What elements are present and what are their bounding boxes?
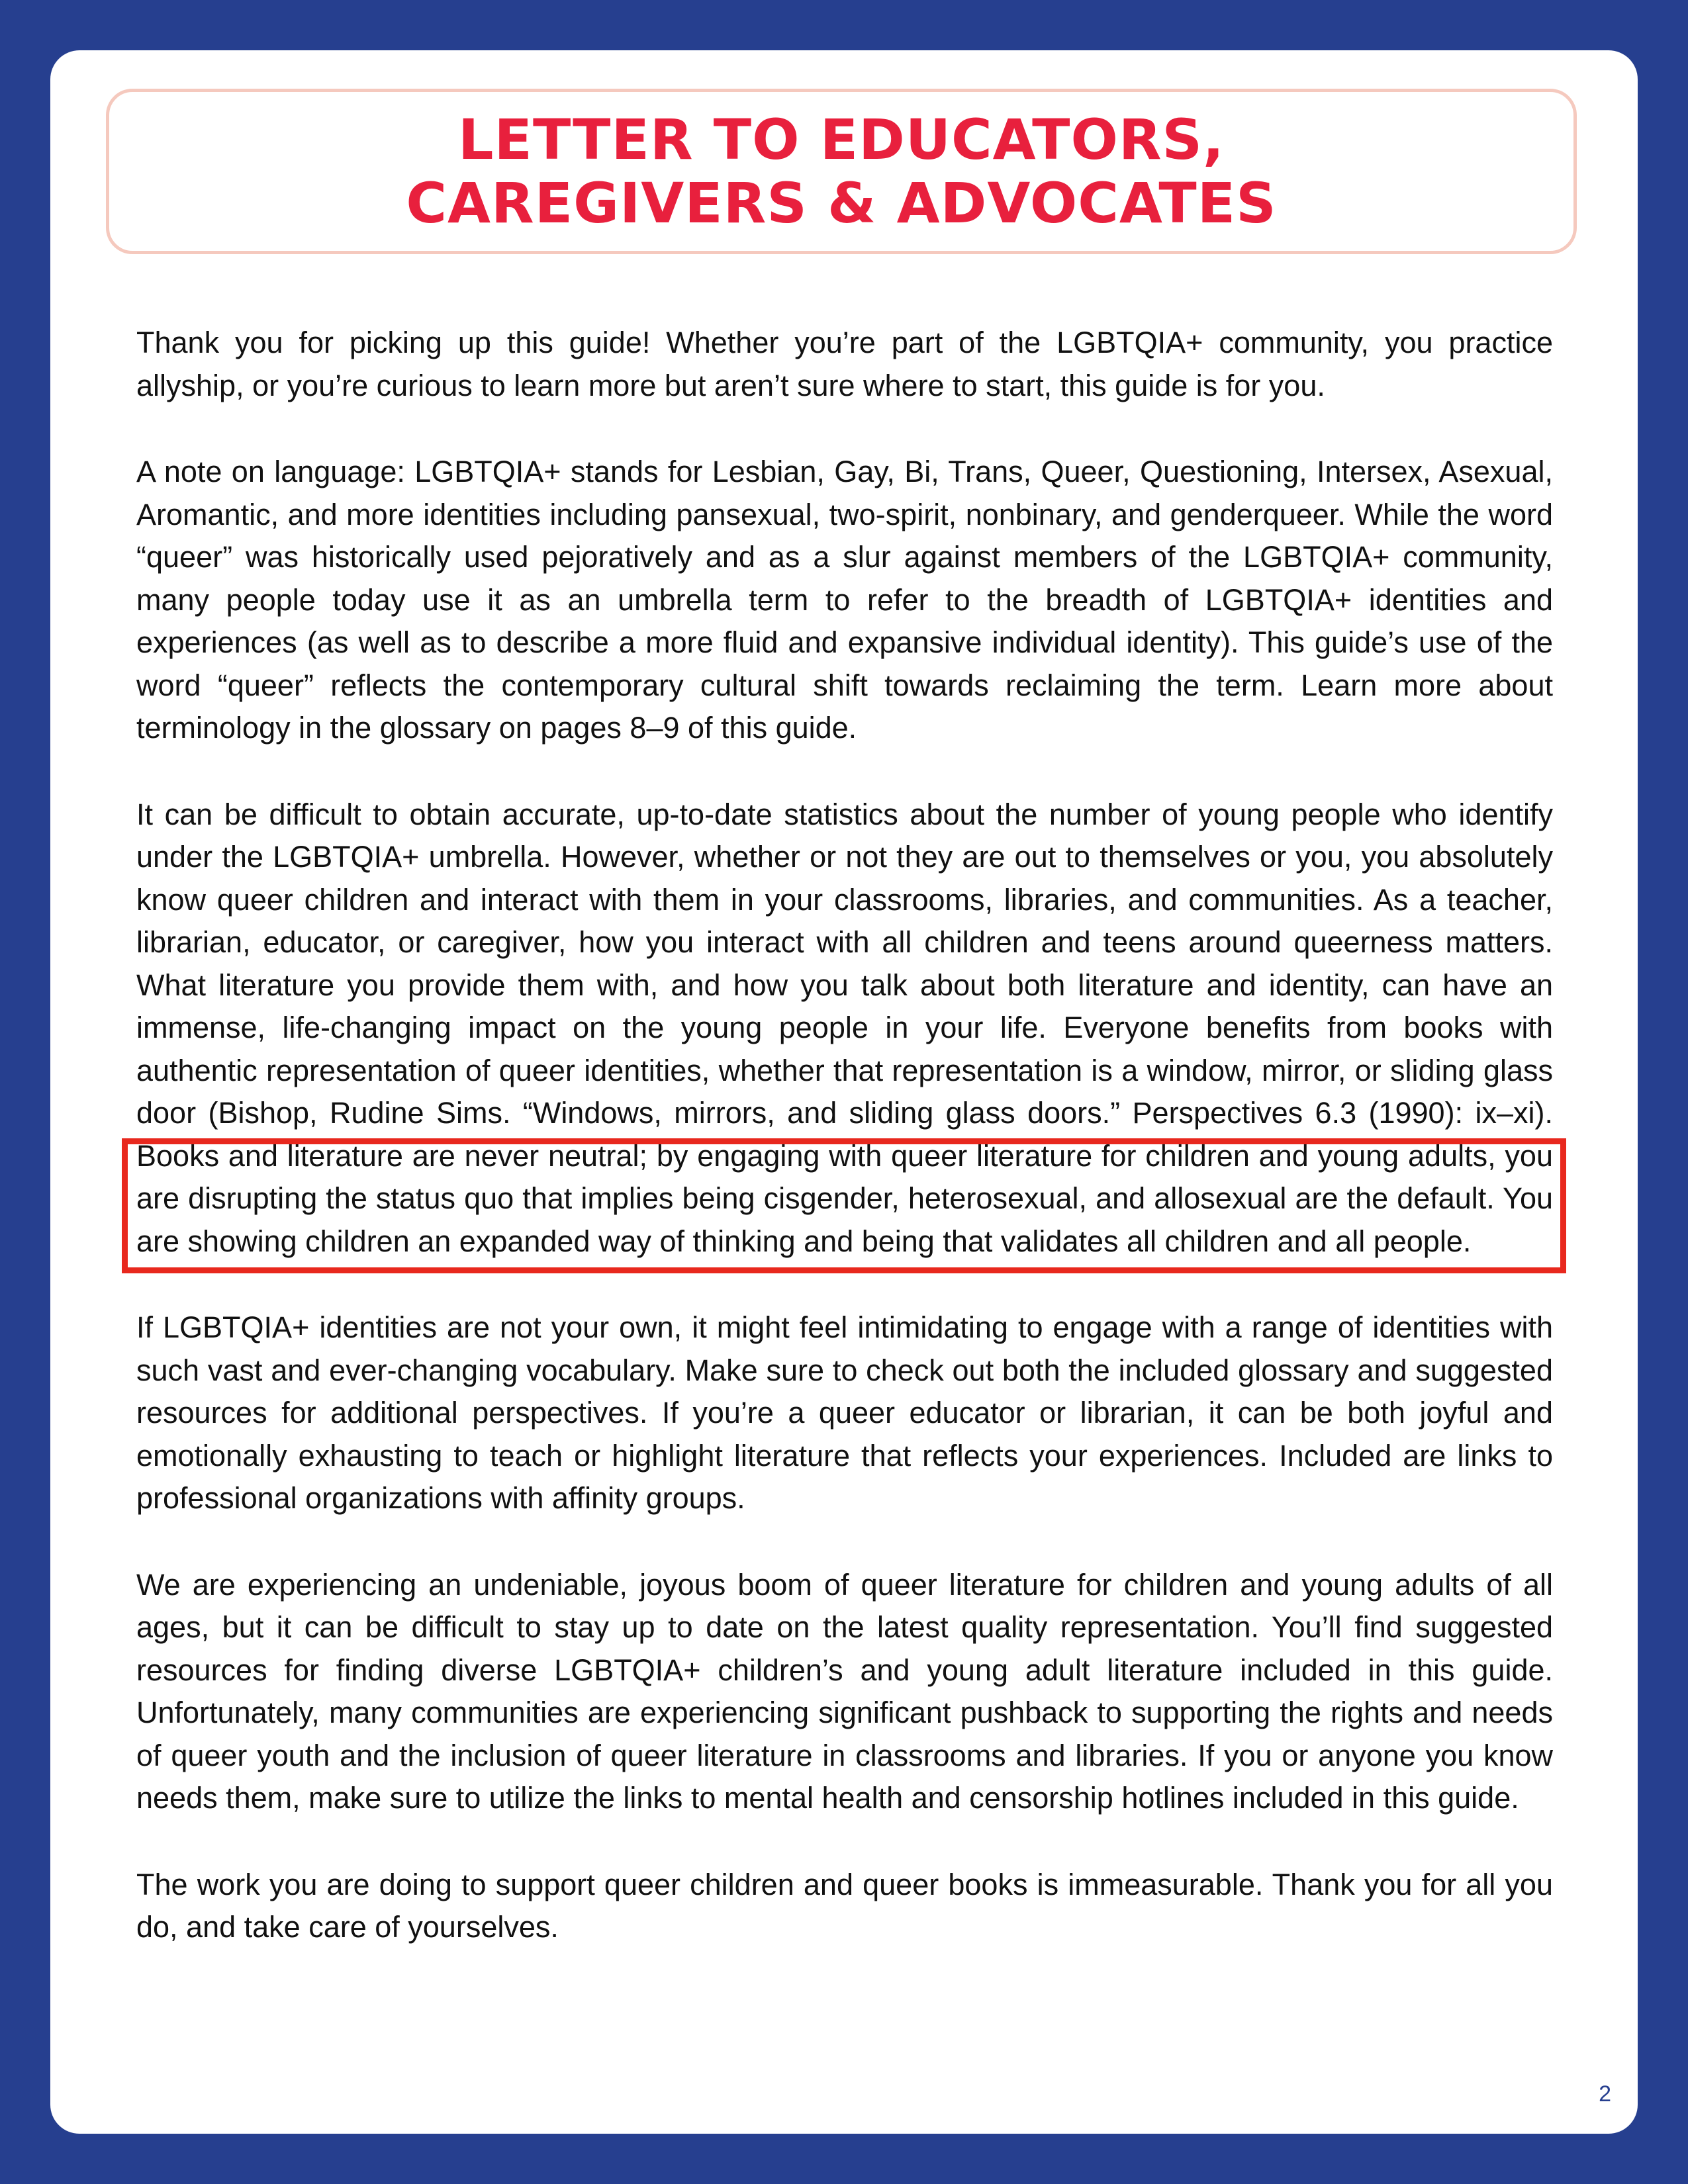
title-box bbox=[106, 89, 1577, 254]
paragraph-literature-boom: We are experiencing an undeniable, joyous boom of queer literature for children and young adults of all ages, but it can be difficult to stay up to date on the latest quality representation. You’ll find suggested resources for finding diverse LGBTQIA+ children’s and young adult literature included in this guide. Unfortunately, many communities are experiencing significant pushback to supporting the rights and needs of queer youth and the inclusion of queer literature in classrooms and libraries. If you or anyone you know needs them, make sure to utilize the links to mental health and censorship hotlines included in this guide. bbox=[136, 1567, 1553, 1815]
title-line-1: LETTER TO EDUCATORS, bbox=[458, 107, 1225, 172]
paragraph-intro: Thank you for picking up this guide! Whether you’re part of the LGBTQIA+ community, you practice allyship, or you’re curious to learn more but aren’t sure where to start, this guide is for you. bbox=[136, 326, 1553, 402]
paragraph-language-note: A note on language: LGBTQIA+ stands for Lesbian, Gay, Bi, Trans, Queer, Questioning, Intersex, Asexual, Aromantic, and more identities including pansexual, two-spirit, nonbinary, and genderqueer. While the word “queer” was historically used pejoratively and as a slur against members of the LGBTQIA+ community, many people today use it as an umbrella term to refer to the breadth of LGBTQIA+ identities and experiences (as well as to describe a more fluid and expansive individual identity). This guide’s use of the word “queer” reflects the contemporary cultural shift towards reclaiming the term. Learn more about terminology in the glossary on pages 8–9 of this guide. bbox=[136, 455, 1553, 745]
paragraph-representation: It can be difficult to obtain accurate, up-to-date statistics about the number of young people who identify under the LGBTQIA+ umbrella. However, whether or not they are out to themselves or you, you absolutely know queer children and interact with them in your classrooms, libraries, and communities. As a teacher, librarian, educator, or caregiver, how you interact with all children and teens around queerness matters. What literature you provide them with, and how you talk about both literature and identity, can have an immense, life-changing impact on the young people in your life. Everyone benefits from books with authentic representation of queer identities, whether that representation is a window, mirror, or sliding glass door (Bishop, Rudine Sims. “Windows, mirrors, and sliding glass doors.” Perspectives 6.3 (1990): ix–xi). Books and literature are never neutral; by engaging with queer literature for children and young adults, you are disrupting the status quo that implies being cisgender, heterosexual, and allosexual are the default. You are showing children an expanded way of thinking and being that validates all children and all people. bbox=[136, 797, 1553, 1258]
paragraph-identities: If LGBTQIA+ identities are not your own, it might feel intimidating to engage with a range of identities with such vast and ever-changing vocabulary. Make sure to check out both the included glossary and suggested resources for additional perspectives. If you’re a queer educator or librarian, it can be both joyful and emotionally exhausting to teach or highlight literature that reflects your experiences. Included are links to professional organizations with affinity groups. bbox=[136, 1310, 1553, 1515]
page-card bbox=[50, 50, 1638, 2134]
paragraph-closing: The work you are doing to support queer children and queer books is immeasurable. Thank you for all you do, and take care of yourselves. bbox=[136, 1867, 1553, 1944]
letter-body bbox=[136, 322, 1553, 1993]
page-number: 2 bbox=[1599, 2081, 1611, 2107]
title-line-2: CAREGIVERS & ADVOCATES bbox=[406, 171, 1277, 236]
